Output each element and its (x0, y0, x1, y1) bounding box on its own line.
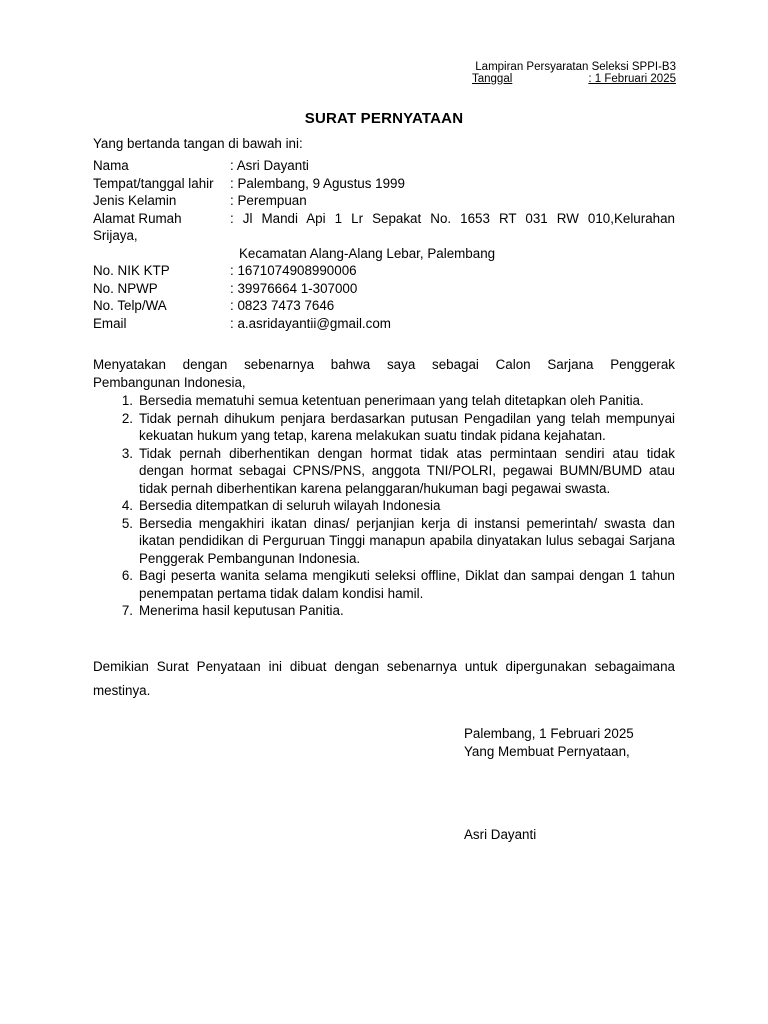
address-continuation: Srijaya, (93, 228, 138, 243)
identity-fields (93, 157, 675, 332)
attachment-header (472, 61, 676, 85)
field-label: No. Telp/WA (93, 298, 167, 313)
closing-line: mestinya. (93, 683, 151, 698)
field-value: : Asri Dayanti (230, 158, 309, 173)
item-number: 5. (121, 515, 133, 531)
address-continuation-2: Kecamatan Alang-Alang Lebar, Palembang (239, 245, 496, 261)
date-label: Tanggal (472, 73, 513, 85)
item-number: 7. (121, 603, 133, 618)
list-item (93, 515, 675, 568)
field-label: Nama (93, 158, 129, 173)
field-row-nik (93, 262, 675, 280)
field-row-name (93, 157, 675, 175)
field-row-address (93, 210, 675, 228)
list-item (93, 567, 675, 602)
list-item (93, 392, 675, 410)
item-number: 2. (121, 410, 133, 426)
list-item (93, 410, 675, 445)
field-row-birth (93, 175, 675, 193)
attachment-date-line (472, 73, 676, 85)
field-value: : 39976664 1-307000 (230, 280, 358, 296)
closing-line: Demikian Surat Penyataan ini dibuat dengan sebenarnya untuk dipergunakan sebagaimana (93, 659, 675, 674)
field-value: : Perempuan (230, 193, 307, 208)
document-title: SURAT PERNYATAAN (304, 110, 464, 127)
date-value: : 1 Februari 2025 (588, 73, 676, 85)
statement-list (93, 392, 675, 620)
attachment-title: Lampiran Persyaratan Seleksi SPPI-B3 (475, 61, 676, 73)
item-text: Bersedia ditempatkan di seluruh wilayah Indonesia (139, 498, 441, 513)
field-value: : 1671074908990006 (230, 263, 357, 278)
field-value: : a.asridayantii@gmail.com (230, 315, 391, 331)
declaration-line: Menyatakan dengan sebenarnya bahwa saya sebagai Calon Sarjana Penggerak (93, 357, 675, 372)
field-label: Jenis Kelamin (93, 193, 177, 208)
field-label: Email (93, 315, 127, 331)
field-value: : Jl Mandi Api 1 Lr Sepakat No. 1653 RT 031 RW 010,Kelurahan (230, 210, 675, 226)
field-label: No. NIK KTP (93, 263, 170, 278)
list-item (93, 602, 675, 620)
intro-text: Yang bertanda tangan di bawah ini: (93, 136, 303, 151)
field-value: : 0823 7473 7646 (230, 298, 335, 313)
sign-role: Yang Membuat Pernyataan, (464, 743, 630, 759)
field-label: Alamat Rumah (93, 210, 182, 226)
item-number: 1. (121, 393, 133, 408)
signature-block (464, 725, 634, 760)
item-number: 3. (121, 445, 133, 461)
signer-name: Asri Dayanti (464, 827, 537, 842)
list-item (93, 445, 675, 498)
item-text: Tidak pernah diberhentikan dengan hormat tidak atas permintaan sendiri atau tidak dengan hormat sebagai CPNS/PNS, anggota TNI/POLRI, pegawai BUMN/BUMD atau tidak pernah diberhentikan karena pelanggaran/hukuman bagi pegawai swasta. (139, 445, 675, 496)
field-row-email (93, 315, 675, 333)
closing-paragraph (93, 655, 675, 703)
field-value: : Palembang, 9 Agustus 1999 (230, 175, 405, 191)
field-row-phone (93, 297, 675, 315)
sign-place-date: Palembang, 1 Februari 2025 (464, 726, 634, 741)
declaration-line: Pembangunan Indonesia, (93, 374, 246, 390)
item-text: Bersedia mengakhiri ikatan dinas/ perjanjian kerja di instansi pemerintah/ swasta dan ikatan pendidikan di Perguruan Tinggi manapun apabila dinyatakan lulus sebagai Sarjana Penggerak Pembangunan Indonesia. (139, 515, 675, 566)
item-number: 4. (121, 498, 133, 513)
field-row-npwp (93, 280, 675, 298)
field-label: No. NPWP (93, 280, 158, 296)
declaration-paragraph (93, 356, 675, 391)
field-label: Tempat/tanggal lahir (93, 175, 214, 191)
item-number: 6. (121, 568, 133, 583)
item-text: Menerima hasil keputusan Panitia. (139, 603, 344, 618)
item-text: Bagi peserta wanita selama mengikuti seleksi offline, Diklat dan sampai dengan 1 tahun penempatan pertama tidak dalam kondisi hamil. (139, 568, 675, 601)
list-item (93, 497, 675, 515)
field-row-gender (93, 192, 675, 210)
item-text: Bersedia mematuhi semua ketentuan penerimaan yang telah ditetapkan oleh Panitia. (139, 393, 644, 408)
item-text: Tidak pernah dihukum penjara berdasarkan putusan Pengadilan yang telah mempunyai kekuatan hukum yang tetap, karena melakukan suatu tindak pidana kejahatan. (139, 410, 675, 443)
